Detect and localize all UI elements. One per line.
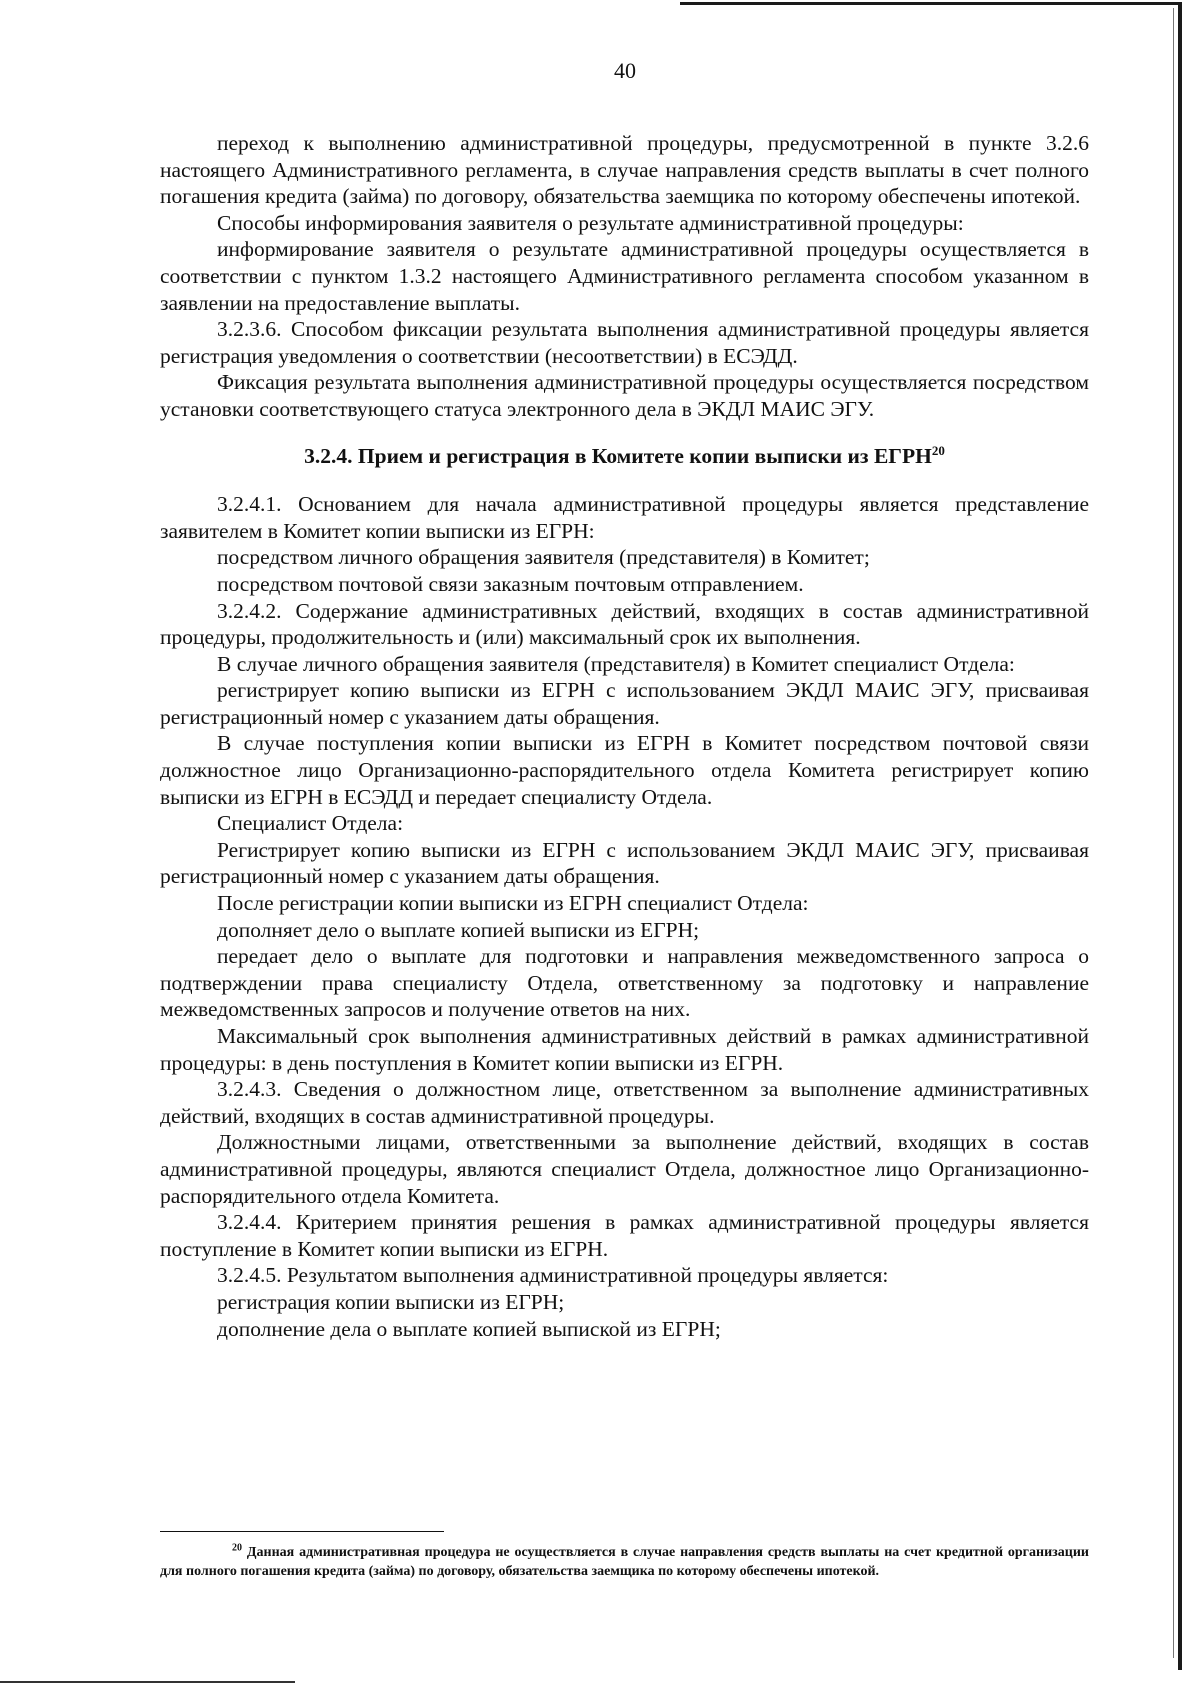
paragraph: Способы информирования заявителя о результате административной процедуры: [217,210,964,235]
paragraph: В случае поступления копии выписки из ЕГРН в Комитет посредством почтовой связи должностное лицо Организационно-распорядительного отдела Комитета регистрирует копию выписки из ЕГРН в ЕСЭДД и передает специалисту Отдела. [160,731,1089,809]
paragraph: дополняет дело о выплате копией выписки из ЕГРН; [217,917,700,942]
paragraph: Фиксация результата выполнения административной процедуры осуществляется посредством установки соответствующего статуса электронного дела в ЭКДЛ МАИС ЭГУ. [160,370,1089,421]
paragraph: 3.2.4.3. Сведения о должностном лице, ответственном за выполнение административных действий, входящих в состав административной процедуры. [160,1077,1089,1128]
paragraph: посредством почтовой связи заказным почтовым отправлением. [217,571,804,596]
footnote-divider [160,1531,444,1532]
paragraph: дополнение дела о выплате копией выпиской из ЕГРН; [217,1316,721,1341]
section-heading [160,443,1089,470]
scan-border-top [680,2,1178,5]
paragraph: В случае личного обращения заявителя (представителя) в Комитет специалист Отдела: [217,651,1015,676]
section-heading-text: 3.2.4. Прием и регистрация в Комитете копии выписки из ЕГРН [304,443,932,468]
paragraph: Специалист Отдела: [217,811,404,836]
footnote-reference[interactable]: 20 [931,442,945,458]
paragraph: 3.2.4.1. Основанием для начала административной процедуры является представление заявителем в Комитет копии выписки из ЕГРН: [160,492,1089,543]
footnote-text: Данная административная процедура не осуществляется в случае направления средств выплаты на счет кредитной организации для полного погашения кредита (займа) по договору, обязательства заемщика по которому обеспечены ипотекой. [160,1545,1090,1579]
paragraph: регистрация копии выписки из ЕГРН; [217,1289,565,1314]
document-body [160,130,1089,1342]
footnote-number: 20 [232,1542,242,1554]
scan-border-right [1178,2,1182,1670]
scan-border-bottom [0,1681,295,1683]
paragraph: регистрирует копию выписки из ЕГРН с использованием ЭКДЛ МАИС ЭГУ, присваивая регистрационный номер с указанием даты обращения. [160,678,1089,729]
paragraph: 3.2.4.4. Критерием принятия решения в рамках административной процедуры является поступление в Комитет копии выписки из ЕГРН. [160,1210,1089,1261]
paragraph: передает дело о выплате для подготовки и направления межведомственного запроса о подтверждении права специалисту Отдела, ответственному за подготовку и направление межведомственных запросов и получение ответов на них. [160,944,1089,1022]
paragraph: 3.2.3.6. Способом фиксации результата выполнения административной процедуры является регистрация уведомления о соответствии (несоответствии) в ЕСЭДД. [160,317,1089,368]
paragraph: 3.2.4.5. Результатом выполнения административной процедуры является: [217,1263,889,1288]
scan-border-right-inner [1173,8,1174,1658]
paragraph: посредством личного обращения заявителя (представителя) в Комитет; [217,545,870,570]
paragraph: Регистрирует копию выписки из ЕГРН с использованием ЭКДЛ МАИС ЭГУ, присваивая регистрационный номер с указанием даты обращения. [160,837,1089,889]
footnote [160,1543,1089,1581]
paragraph: 3.2.4.2. Содержание административных действий, входящих в состав административной процедуры, продолжительность и (или) максимальный срок их выполнения. [160,598,1089,650]
paragraph: информирование заявителя о результате административной процедуры осуществляется в соответствии с пунктом 1.3.2 настоящего Административного регламента способом указанном в заявлении на предоставление выплаты. [160,237,1089,315]
page-number: 40 [614,58,636,83]
paragraph: переход к выполнению административной процедуры, предусмотренной в пункте 3.2.6 настоящего Административного регламента, в случае направления средств выплаты в счет полного погашения кредита (займа) по договору, обязательства заемщика по которому обеспечены ипотекой. [160,131,1089,209]
paragraph: Максимальный срок выполнения административных действий в рамках административной процедуры: в день поступления в Комитет копии выписки из ЕГРН. [160,1024,1089,1075]
paragraph: Должностными лицами, ответственными за выполнение действий, входящих в состав административной процедуры, являются специалист Отдела, должностное лицо Организационно-распорядительного отдела Комитета. [160,1130,1089,1208]
paragraph: После регистрации копии выписки из ЕГРН специалист Отдела: [217,891,809,916]
